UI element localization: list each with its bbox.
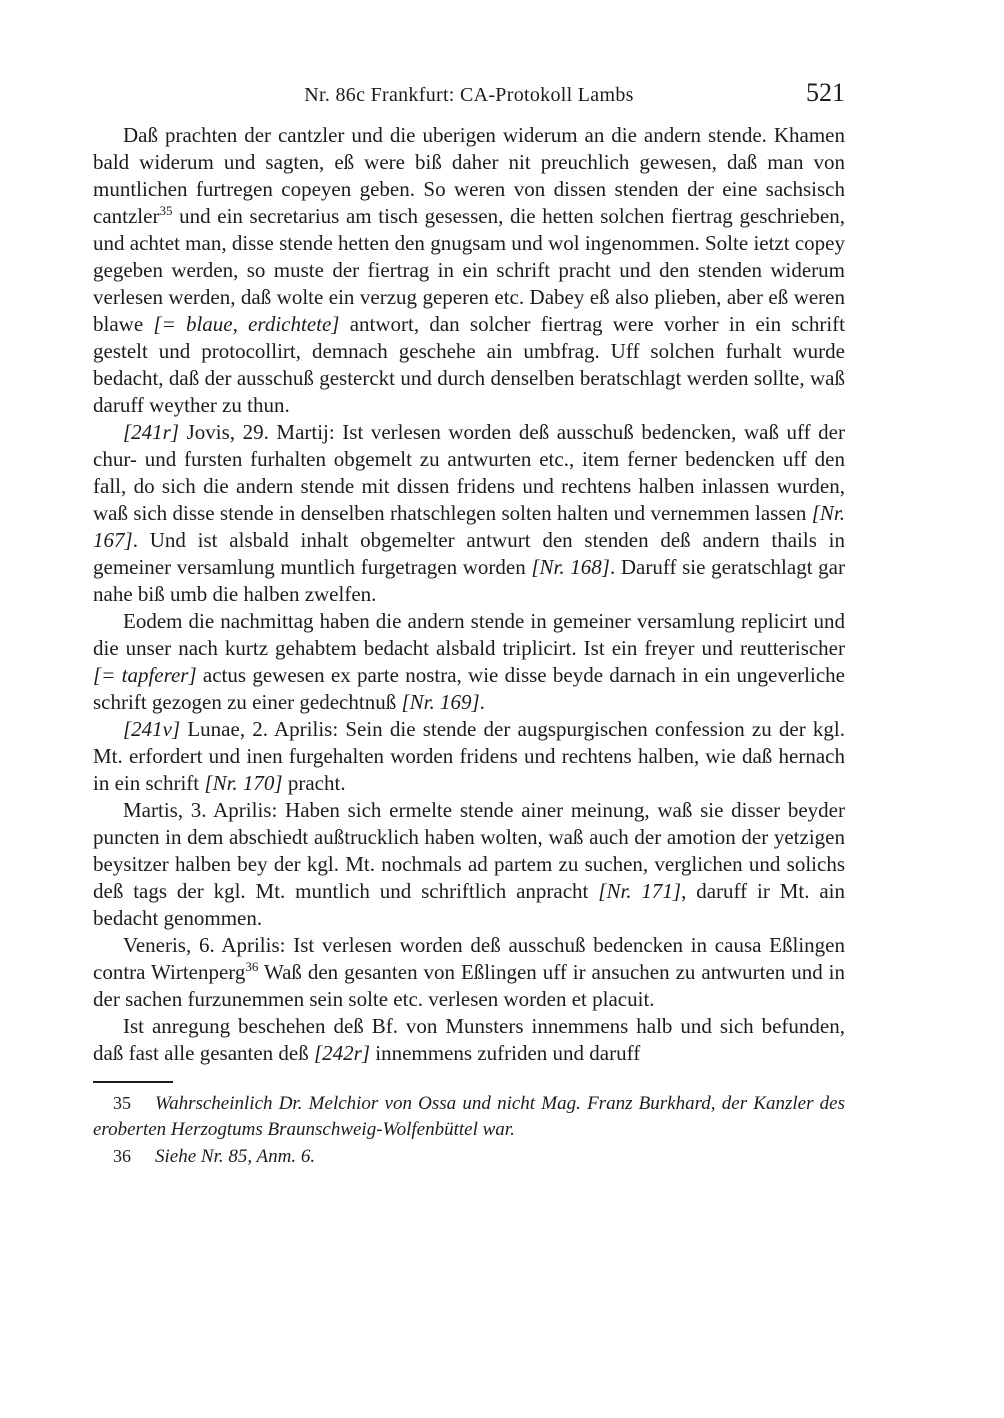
text-run: . Daruff sie geratschlagt gar nahe biß umb die halben zwelfen. bbox=[93, 555, 845, 606]
text-run: Ist anregung beschehen deß Bf. von Munsters innemmens halb und sich befunden, daß fast alle gesanten deß bbox=[93, 1014, 845, 1065]
paragraph bbox=[93, 1013, 845, 1067]
paragraph bbox=[93, 716, 845, 797]
text-run: Martis, 3. Aprilis: Haben sich ermelte stende ainer meinung, waß sie disser beyder puncten in dem abschiedt außtrucklich haben wolten, waß auch der amotion der yetzigen beysitzer halben bey der kgl. Mt. nochmals ad partem zu suchen, verglichen und solichs deß tags der kgl. Mt. muntlich und schriftlich anpracht bbox=[93, 798, 845, 903]
editorial-note: [241r] bbox=[123, 420, 180, 444]
footnote-number: 35 bbox=[113, 1093, 131, 1113]
footnote-text: Siehe Nr. 85, Anm. 6. bbox=[155, 1146, 316, 1167]
footnote-text: Wahrscheinlich Dr. Melchior von Ossa und nicht Mag. Franz Burkhard, der Kanzler des eroberten Herzogtums Braunschweig-Wolfenbüttel war. bbox=[93, 1093, 845, 1140]
footnote-ref: 35 bbox=[159, 203, 173, 218]
editorial-note: [Nr. 169] bbox=[401, 690, 480, 714]
paragraph bbox=[93, 608, 845, 716]
footnote-separator-rule bbox=[93, 1081, 173, 1083]
text-run: innemmens zufriden und daruff bbox=[370, 1041, 641, 1065]
footnote bbox=[93, 1090, 845, 1143]
paragraph bbox=[93, 797, 845, 932]
running-head bbox=[93, 78, 845, 112]
running-head-title: Nr. 86c Frankfurt: CA-Protokoll Lambs bbox=[304, 84, 634, 106]
text-run: , daruff ir Mt. ain bedacht genommen. bbox=[93, 879, 846, 930]
paragraph bbox=[93, 419, 845, 608]
text-run: Lunae, 2. Aprilis: Sein die stende der augspurgischen confession zu der kgl. Mt. erfordert und inen furgehalten worden fridens und rechtens halben, wie daß hernach in ein schrift bbox=[93, 717, 845, 795]
text-run: und ein secretarius am tisch gesessen, die hetten solchen fiertrag geschrieben, und achtet man, disse stende hetten den gnugsam und wol ingenommen. Solte ietzt copey gegeben werden, so muste der fiertrag in ein schrift pracht und den stenden widerum verlesen werden, daß wolte ein verzug geperen etc. Dabey eß also plieben, aber eß weren blawe bbox=[93, 204, 845, 336]
footnote-number: 36 bbox=[113, 1146, 131, 1166]
text-run: actus gewesen ex parte nostra, wie disse beyde darnach in ein ungeverliche schrift gezogen zu einer gedechtnuß bbox=[93, 663, 845, 714]
paragraph bbox=[93, 932, 845, 1013]
footnotes-section bbox=[93, 1081, 845, 1170]
editorial-note: [241v] bbox=[123, 717, 181, 741]
text-run: Waß den gesanten von Eßlingen uff ir ansuchen zu antwurten und in der sachen furzunemmen sein solte etc. verlesen worden et placuit. bbox=[93, 960, 845, 1011]
text-run: . Und ist alsbald inhalt obgemelter antwurt den stenden deß andern thails in gemeiner versamlung muntlich furgetragen worden bbox=[93, 528, 845, 579]
editorial-note: [Nr. 171] bbox=[598, 879, 682, 903]
footnote-list bbox=[93, 1090, 845, 1170]
body-text bbox=[93, 122, 845, 1067]
editorial-note: [Nr. 168] bbox=[531, 555, 610, 579]
editorial-note: [242r] bbox=[314, 1041, 371, 1065]
text-run: Veneris, 6. Aprilis: Ist verlesen worden deß ausschuß bedencken in causa Eßlingen contra Wirtenperg bbox=[93, 933, 845, 984]
text-run: antwort, dan solcher fiertrag were vorher in ein schrift gestelt und protocollirt, demnach geschehe ain umbfrag. Uff solchen furhalt wurde bedacht, daß der ausschuß gesterckt und durch denselben beratschlagt werden sollte, waß daruff weyther zu thun. bbox=[93, 312, 845, 417]
editorial-note: [Nr. 170] bbox=[204, 771, 283, 795]
text-run: Jovis, 29. Martij: Ist verlesen worden deß ausschuß bedencken, waß uff der chur- und fursten furhalten obgemelt zu antwurten etc., item ferner bedencken uff den fall, do sich die andern stende mit dissen fridens und rechtens halben inlassen wurden, waß sich disse stende in denselben rhatschlegen solten halten und vernemmen lassen bbox=[93, 420, 845, 525]
editorial-note: [Nr. 167] bbox=[93, 501, 845, 552]
footnote-ref: 36 bbox=[245, 959, 259, 974]
text-run: pracht. bbox=[282, 771, 346, 795]
editorial-note: [= blaue, erdichtete] bbox=[153, 312, 340, 336]
paragraph bbox=[93, 122, 845, 419]
page-number: 521 bbox=[806, 78, 845, 107]
text-run: . bbox=[479, 690, 485, 714]
text-run: Daß prachten der cantzler und die uberigen widerum an die andern stende. Khamen bald widerum und sagten, eß were biß daher nit preuchlich gewesen, daß man von muntlichen furtregen copeyen geben. So weren von dissen stenden der eine sachsisch cantzler bbox=[93, 123, 845, 228]
editorial-note: [= tapferer] bbox=[93, 663, 197, 687]
footnote bbox=[93, 1143, 845, 1170]
text-run: Eodem die nachmittag haben die andern stende in gemeiner versamlung replicirt und die unser nach kurtz gehabtem bedacht alsbald triplicirt. Ist ein freyer und reutterischer bbox=[93, 609, 845, 660]
